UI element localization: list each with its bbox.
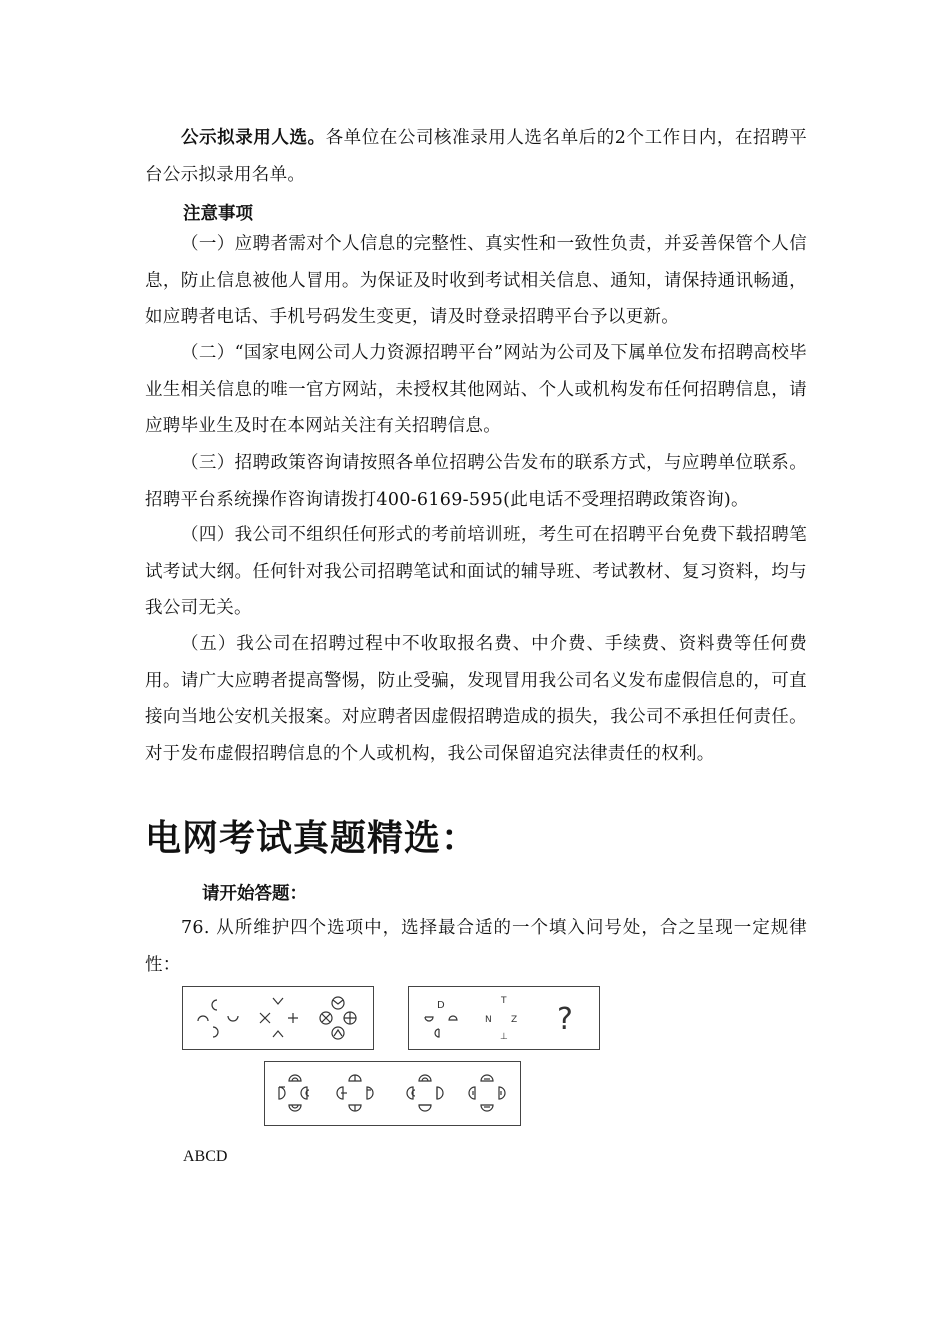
question-76: 76. 从所维护四个选项中，选择最合适的一个填入问号处，合之呈现一定规律性： xyxy=(145,918,807,975)
letter-t: T xyxy=(501,996,507,1006)
section-title: 电网考试真题精选： xyxy=(145,818,479,859)
note-5: （五）我公司在招聘过程中不收取报名费、中介费、手续费、资料费等任何费用。请广大应聘者提高警惕，防止受骗，发现冒用我公司名义发布虚假信息的，可直接向当地公安机关报案。对应聘者因虚假招聘造成的损失，我公司不承担任何责任。对于发布虚假招聘信息的个人或机构，我公司保留追究法律责任的权利。 xyxy=(145,634,807,764)
letter-n: N xyxy=(485,1015,492,1025)
option-d-figure xyxy=(469,1075,505,1111)
option-c-figure xyxy=(407,1075,443,1111)
note-4: （四）我公司不组织任何形式的考前培训班，考生可在招聘平台免费下载招聘笔试考试大纲。任何针对我公司招聘笔试和面试的辅导班、考试教材、复习资料，均与我公司无关。 xyxy=(145,525,807,618)
option-b-figure xyxy=(337,1075,373,1111)
figure-options xyxy=(264,1061,521,1126)
semicircle-group xyxy=(425,1000,457,1037)
answer-options-label: ABCD xyxy=(183,1148,228,1165)
letter-d: D xyxy=(437,1000,445,1011)
letter-z: Z xyxy=(511,1015,518,1025)
circles-group xyxy=(320,997,356,1039)
question-mark: ? xyxy=(557,1002,573,1037)
letter-up-tack: ⊥ xyxy=(500,1032,508,1042)
paragraph-publicity-text: 各单位在公司核准录用人选名单后的2个工作日内，在招聘平台公示拟录用名单。 xyxy=(145,128,807,185)
figure-panel-1 xyxy=(182,986,374,1050)
paragraph-publicity-bold: 公示拟录用人选。 xyxy=(181,128,326,148)
note-3: （三）招聘政策咨询请按照各单位招聘公告发布的联系方式，与应聘单位联系。招聘平台系统操作咨询请拨打400-6169-595(此电话不受理招聘政策咨询)。 xyxy=(145,453,807,510)
letters-group xyxy=(485,996,517,1042)
note-1: （一）应聘者需对个人信息的完整性、真实性和一致性负责，并妥善保管个人信息，防止信息被他人冒用。为保证及时收到考试相关信息、通知，请保持通讯畅通，如应聘者电话、手机号码发生变更，请及时登录招聘平台予以更新。 xyxy=(145,234,807,327)
option-a-figure xyxy=(279,1075,309,1111)
note-2: （二）“国家电网公司人力资源招聘平台”网站为公司及下属单位发布招聘高校毕业生相关信息的唯一官方网站，未授权其他网站、个人或机构发布任何招聘信息，请应聘毕业生及时在本网站关注有关招聘信息。 xyxy=(145,343,807,436)
panel-1-graphic xyxy=(183,987,373,1049)
figure-panel-2 xyxy=(408,986,600,1050)
notes-heading: 注意事项 xyxy=(183,204,253,224)
panel-2-graphic xyxy=(409,987,599,1049)
options-graphic xyxy=(265,1062,520,1125)
lines-group xyxy=(260,998,298,1037)
start-label: 请开始答题： xyxy=(202,884,307,904)
paragraph-publicity xyxy=(145,120,807,193)
curves-group xyxy=(198,1000,238,1037)
